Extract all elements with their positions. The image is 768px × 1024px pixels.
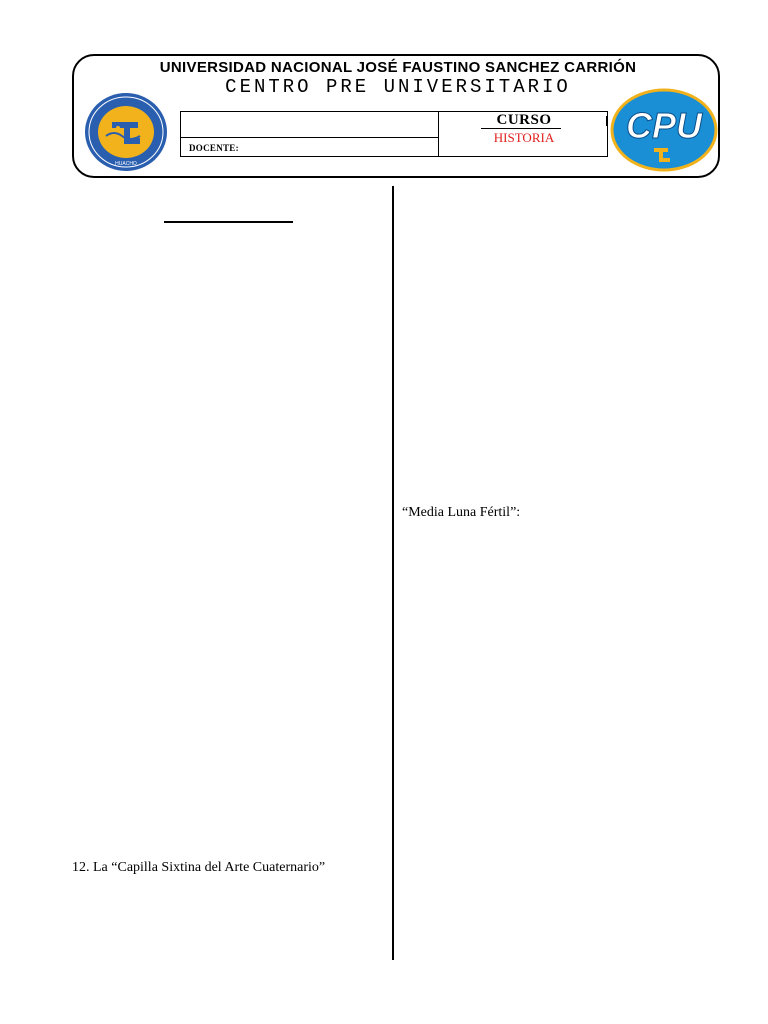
center-title: CENTRO PRE UNIVERSITARIO — [225, 76, 571, 98]
seal-city-text: HUACHO — [115, 161, 137, 167]
column-divider — [392, 186, 394, 960]
media-luna-fertil-question: “Media Luna Fértil”: — [402, 505, 521, 520]
docente-label: DOCENTE: — [189, 143, 239, 153]
info-box — [180, 111, 608, 157]
university-title: UNIVERSIDAD NACIONAL JOSÉ FAUSTINO SANCHEZ CARRIÓN — [159, 59, 637, 76]
university-seal-icon — [84, 92, 168, 172]
curso-value: HISTORIA — [493, 130, 555, 145]
tick-mark — [606, 116, 607, 126]
curso-underline — [481, 128, 561, 129]
curso-label: CURSO — [496, 112, 552, 128]
capilla-sixtina-question: 12. La “Capilla Sixtina del Arte Cuaternario” — [72, 860, 326, 875]
info-box-divider-horizontal — [181, 137, 438, 138]
cpu-logo-text: CPU — [625, 105, 703, 146]
heading-underline — [164, 221, 293, 223]
cpu-logo-icon — [610, 88, 718, 172]
